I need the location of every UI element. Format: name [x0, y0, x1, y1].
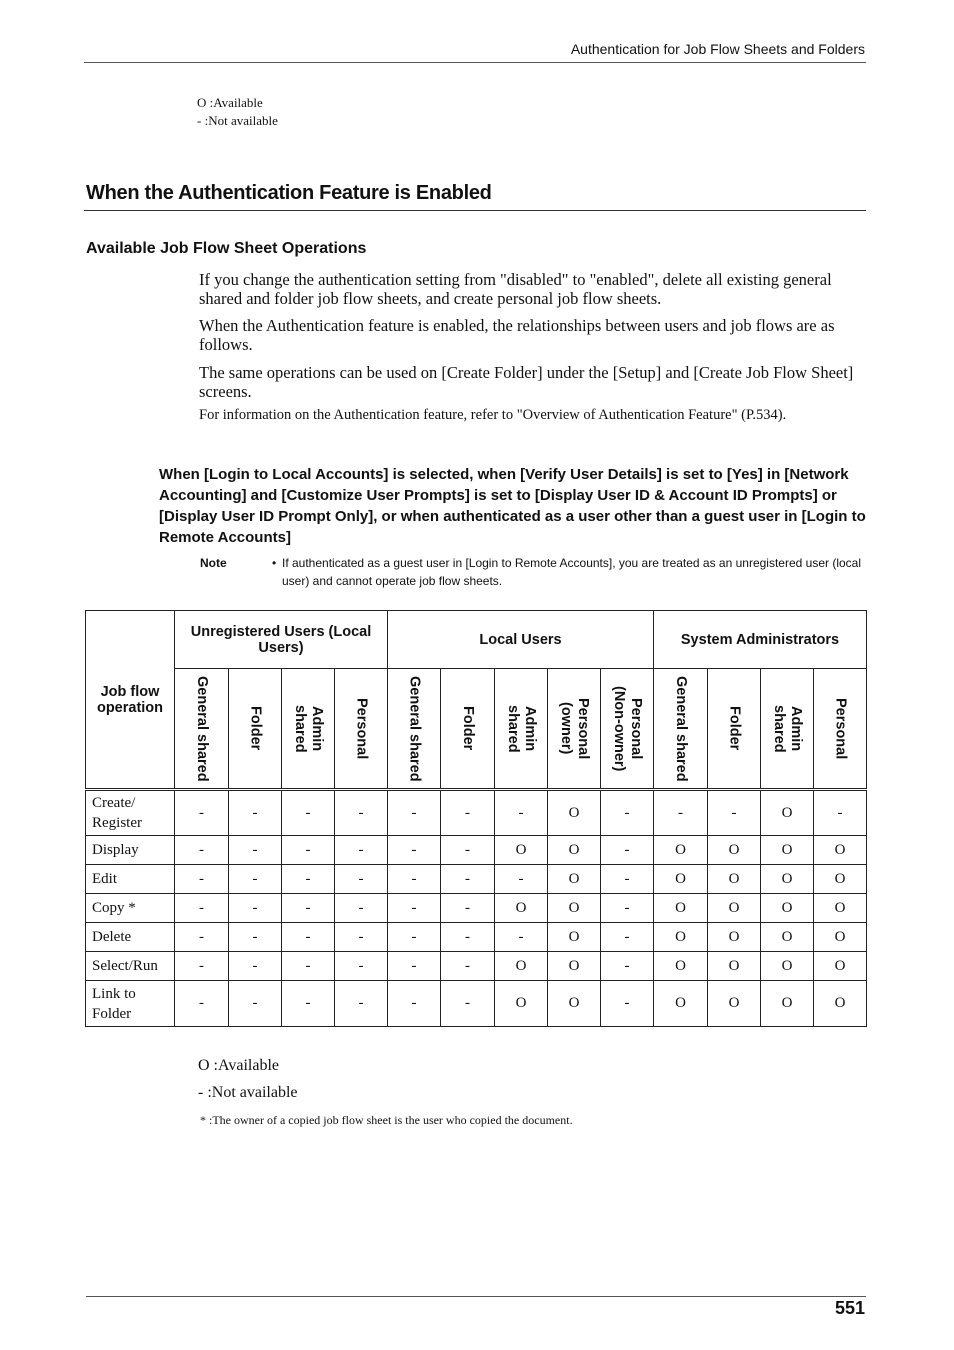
- footnote: * :The owner of a copied job flow sheet is the user who copied the document.: [200, 1113, 573, 1127]
- table-cell: -: [282, 836, 335, 865]
- column-header-cell: [495, 669, 548, 790]
- table-cell: O: [814, 981, 867, 1027]
- table-cell: O: [548, 865, 601, 894]
- column-header-cell: [814, 669, 867, 790]
- table-cell: O: [814, 923, 867, 952]
- table-cell: O: [654, 923, 708, 952]
- table-cell: -: [441, 952, 495, 981]
- group-local: Local Users: [388, 611, 654, 669]
- table-cell: -: [335, 952, 388, 981]
- table-cell: O: [708, 865, 761, 894]
- table-cell: O: [814, 894, 867, 923]
- column-header: General shared: [194, 675, 210, 782]
- table-row: [86, 865, 867, 894]
- column-header-cell: [708, 669, 761, 790]
- table-cell: -: [229, 923, 282, 952]
- column-header: Folder: [726, 706, 743, 751]
- row-label: Display: [86, 836, 175, 865]
- column-header: Admin shared: [292, 704, 325, 753]
- column-header-cell: [388, 669, 441, 790]
- table-cell: -: [388, 894, 441, 923]
- table-cell: -: [175, 865, 229, 894]
- table-cell: -: [282, 981, 335, 1027]
- table-cell: -: [441, 894, 495, 923]
- column-header-cell: [654, 669, 708, 790]
- table-cell: -: [282, 923, 335, 952]
- legend-available: O :Available: [198, 1057, 280, 1074]
- table-cell: -: [335, 981, 388, 1027]
- column-header-cell: [441, 669, 495, 790]
- table-cell: O: [708, 981, 761, 1027]
- column-header-cell: [175, 669, 229, 790]
- column-header: Personal (owner): [558, 697, 591, 760]
- footer-rule: [86, 1296, 866, 1297]
- group-sysadmin: System Administrators: [654, 611, 867, 669]
- table-cell: -: [229, 981, 282, 1027]
- row-label: Link to Folder: [86, 981, 175, 1027]
- table-cell: -: [441, 836, 495, 865]
- table-cell: -: [388, 981, 441, 1027]
- column-header-cell: [761, 669, 814, 790]
- table-cell: O: [495, 894, 548, 923]
- table-cell: O: [814, 952, 867, 981]
- row-label: Select/Run: [86, 952, 175, 981]
- table-cell: -: [388, 952, 441, 981]
- column-header: General shared: [406, 675, 423, 782]
- table-cell: O: [761, 981, 814, 1027]
- table-cell: O: [548, 836, 601, 865]
- table-cell: -: [601, 923, 654, 952]
- row-label: Create/ Register: [86, 790, 175, 836]
- legend-not-available: - :Not available: [198, 1084, 298, 1101]
- legend-top-not-available: - :Not available: [197, 113, 278, 128]
- table-cell: -: [229, 894, 282, 923]
- table-cell: -: [282, 894, 335, 923]
- table-cell: O: [761, 923, 814, 952]
- table-cell: -: [282, 952, 335, 981]
- table-cell: O: [761, 865, 814, 894]
- paragraph-2: When the Authentication feature is enabled, the relationships between users and job flows are as follows.: [199, 316, 835, 354]
- table-cell: -: [282, 865, 335, 894]
- table-cell: O: [654, 894, 708, 923]
- column-header: Folder: [247, 706, 264, 751]
- table-cell: -: [335, 865, 388, 894]
- table-cell: -: [495, 865, 548, 894]
- table-cell: O: [814, 865, 867, 894]
- column-header: General shared: [673, 675, 689, 782]
- paragraph-3: The same operations can be used on [Create Folder] under the [Setup] and [Create Job Flow Sheet] screens.: [199, 363, 854, 401]
- table-cell: -: [495, 790, 548, 836]
- table-cell: -: [441, 865, 495, 894]
- table-cell: -: [708, 790, 761, 836]
- column-header: Admin shared: [505, 704, 538, 753]
- column-header-cell: [601, 669, 654, 790]
- note-text: If authenticated as a guest user in [Login to Remote Accounts], you are treated as an unregistered user (local user) and cannot operate job flow sheets.: [282, 556, 862, 588]
- row-label: Edit: [86, 865, 175, 894]
- operations-table: [85, 610, 867, 1027]
- table-cell: -: [175, 981, 229, 1027]
- table-cell: O: [548, 790, 601, 836]
- table-cell: O: [708, 836, 761, 865]
- table-cell: O: [654, 865, 708, 894]
- column-header-cell: [335, 669, 388, 790]
- column-header-cell: [282, 669, 335, 790]
- column-header: Folder: [460, 706, 476, 751]
- table-cell: -: [441, 923, 495, 952]
- table-row: [86, 790, 867, 836]
- table-cell: -: [601, 790, 654, 836]
- table-cell: -: [229, 952, 282, 981]
- table-row: [86, 981, 867, 1027]
- table-cell: O: [495, 952, 548, 981]
- table-cell: -: [814, 790, 867, 836]
- table-cell: -: [601, 981, 654, 1027]
- column-header: Personal: [832, 697, 849, 760]
- table-row: [86, 894, 867, 923]
- group-unregistered: Unregistered Users (Local Users): [175, 611, 388, 669]
- column-header-cell: [229, 669, 282, 790]
- table-cell: O: [708, 952, 761, 981]
- table-cell: -: [654, 790, 708, 836]
- table-cell: -: [601, 894, 654, 923]
- table-cell: -: [175, 952, 229, 981]
- table-cell: O: [495, 981, 548, 1027]
- table-cell: -: [441, 790, 495, 836]
- table-cell: -: [388, 923, 441, 952]
- table-cell: -: [388, 790, 441, 836]
- table-cell: -: [282, 790, 335, 836]
- table-cell: O: [654, 981, 708, 1027]
- legend-top-available: O :Available: [197, 95, 263, 110]
- column-header-cell: [548, 669, 601, 790]
- note-bullet: •: [272, 556, 277, 570]
- table-cell: -: [335, 790, 388, 836]
- table-cell: O: [761, 836, 814, 865]
- table-cell: -: [229, 836, 282, 865]
- table-cell: O: [654, 952, 708, 981]
- table-cell: -: [175, 923, 229, 952]
- table-cell: -: [388, 865, 441, 894]
- table-cell: -: [335, 923, 388, 952]
- table-cell: O: [761, 952, 814, 981]
- column-header: Personal: [353, 697, 370, 760]
- table-cell: -: [175, 836, 229, 865]
- row-label: Copy *: [86, 894, 175, 923]
- table-cell: O: [654, 836, 708, 865]
- reference-text: For information on the Authentication feature, refer to "Overview of Authentication Feature" (P.534).: [199, 407, 787, 423]
- row-label: Delete: [86, 923, 175, 952]
- table-cell: O: [548, 894, 601, 923]
- table-cell: -: [335, 894, 388, 923]
- note-label: Note: [200, 556, 227, 570]
- table-cell: -: [388, 836, 441, 865]
- table-row: [86, 923, 867, 952]
- table-cell: O: [548, 952, 601, 981]
- subsection-heading: Available Job Flow Sheet Operations: [86, 240, 367, 257]
- section-heading: When the Authentication Feature is Enabled: [86, 182, 492, 204]
- table-cell: O: [761, 894, 814, 923]
- table-cell: -: [601, 865, 654, 894]
- table-cell: -: [175, 894, 229, 923]
- table-cell: -: [175, 790, 229, 836]
- table-cell: -: [601, 836, 654, 865]
- section-rule: [84, 210, 866, 211]
- table-cell: -: [335, 836, 388, 865]
- table-cell: -: [441, 981, 495, 1027]
- paragraph-1: If you change the authentication setting from "disabled" to "enabled", delete all existing general shared and folder job flow sheets, and create personal job flow sheets.: [199, 270, 832, 308]
- table-cell: -: [229, 790, 282, 836]
- table-row: [86, 836, 867, 865]
- table-cell: -: [495, 923, 548, 952]
- table-cell: O: [814, 836, 867, 865]
- column-header: Admin shared: [771, 704, 804, 753]
- row-header: Job flow operation: [96, 683, 164, 716]
- table-cell: -: [229, 865, 282, 894]
- condition-heading: When [Login to Local Accounts] is selected, when [Verify User Details] is set to [Yes] in [Network Accounting] and [Customize User Prompts] is set to [Display User ID & Account ID Prompts] or [Display User ID Prompt Only], or when authenticated as a user other than a guest user in [Login to Remote Accounts]: [159, 466, 866, 546]
- table-cell: O: [761, 790, 814, 836]
- table-cell: O: [708, 894, 761, 923]
- table-cell: O: [548, 923, 601, 952]
- page-number: 551: [834, 1298, 865, 1318]
- row-header-cell: [86, 611, 175, 790]
- table-cell: O: [495, 836, 548, 865]
- table-row: [86, 952, 867, 981]
- table-cell: O: [548, 981, 601, 1027]
- table-cell: -: [601, 952, 654, 981]
- column-header: Personal (Non-owner): [611, 685, 644, 772]
- table-cell: O: [708, 923, 761, 952]
- running-header: Authentication for Job Flow Sheets and Folders: [570, 41, 865, 57]
- header-rule: [84, 62, 866, 63]
